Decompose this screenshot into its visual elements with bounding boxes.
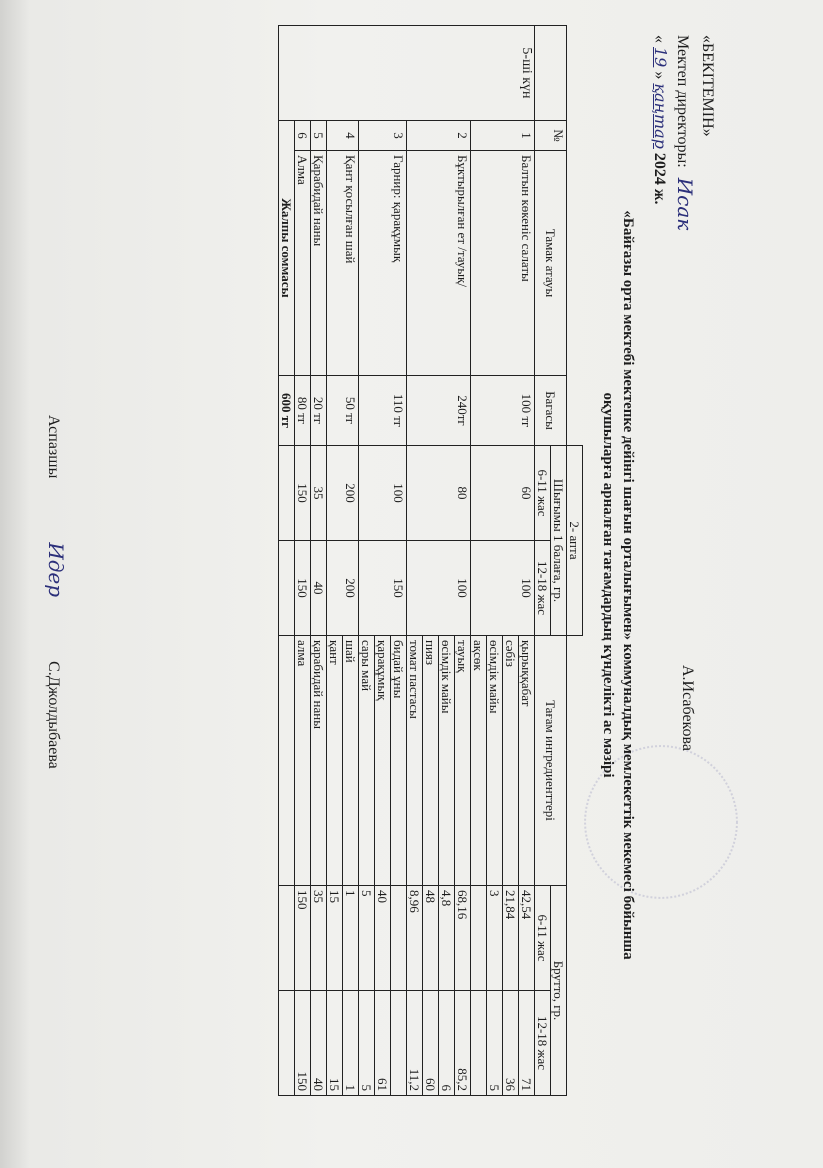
brutto-12-18: 15 <box>327 991 343 1096</box>
brutto-12-18: 61 <box>375 991 391 1096</box>
director-line <box>671 35 696 230</box>
director-label: Мектеп директоры: <box>674 35 691 168</box>
brutto-12-18: 11,2 <box>407 991 423 1096</box>
brutto-12-18: 150 <box>295 991 311 1096</box>
dish-name: Қант қосылған шай <box>327 151 359 376</box>
week-label: 2- апта <box>567 446 583 636</box>
menu-table <box>278 25 583 1096</box>
heading-line-2: оқушыларға арналған тағамдардың күнделікті ас мәзірі <box>600 392 616 778</box>
day-label: 5-ші күн <box>279 26 535 121</box>
brutto-6-11: 4,8 <box>439 886 455 991</box>
dish-price: 100 тг <box>471 376 535 446</box>
brutto-12-18: 60 <box>423 991 439 1096</box>
ingredient-name: бидай ұны <box>391 636 407 886</box>
day-label-cell <box>535 26 567 121</box>
cook-signature: Идер <box>44 542 68 598</box>
menu-body <box>279 26 535 1096</box>
brutto-6-11: 3 <box>487 886 503 991</box>
brutto-12-18: 5 <box>487 991 503 1096</box>
brutto-12-18: 1 <box>343 991 359 1096</box>
ingredient-name: тауық <box>455 636 471 886</box>
cook-label: Аспазшы <box>45 415 62 479</box>
output-12-18: 100 <box>471 541 535 636</box>
dish-name: Гарнир: қарақұмық <box>359 151 407 376</box>
row-num: 6 <box>295 121 311 151</box>
output-12-18: 200 <box>327 541 359 636</box>
rotated-document <box>0 25 718 1125</box>
dish-name: Қарабидай наны <box>311 151 327 376</box>
brutto-12-18: 85,2 <box>455 991 471 1096</box>
brutto-12-18: 71 <box>519 991 535 1096</box>
total-value: 600 тг <box>279 376 295 446</box>
row-num: 4 <box>327 121 359 151</box>
date-quote-close: » <box>651 71 668 80</box>
brutto-6-11: 35 <box>311 886 327 991</box>
brutto-6-11: 1 <box>343 886 359 991</box>
table-row <box>311 26 327 1096</box>
date-month: қаңтар <box>651 83 670 149</box>
header-brutto-6-11: 6-11 жас <box>535 886 551 991</box>
ingredient-name: қарақұмық <box>375 636 391 886</box>
total-label: Жалпы соммасы <box>279 121 295 376</box>
dish-name: Бұктырылған ет /тауық/ <box>407 151 471 376</box>
dish-name: Алма <box>295 151 311 376</box>
ingredient-name: пияз <box>423 636 439 886</box>
ingredient-name: қарабидай наны <box>311 636 327 886</box>
header-brutto: Брутто, гр. <box>551 886 567 1096</box>
brutto-6-11: 8,96 <box>407 886 423 991</box>
output-12-18: 150 <box>359 541 407 636</box>
ingredient-name: томат пастасы <box>407 636 423 886</box>
brutto-6-11: 15 <box>327 886 343 991</box>
table-row <box>391 26 407 1096</box>
brutto-12-18 <box>471 991 487 1096</box>
brutto-6-11 <box>471 886 487 991</box>
brutto-12-18 <box>391 991 407 1096</box>
header-brutto-12-18: 12-18 жас <box>535 991 551 1096</box>
ingredient-name: қант <box>327 636 343 886</box>
row-num: 2 <box>407 121 471 151</box>
ingredient-name: шай <box>343 636 359 886</box>
brutto-6-11: 68,16 <box>455 886 471 991</box>
brutto-6-11: 48 <box>423 886 439 991</box>
date-year: 2024 ж. <box>651 152 668 205</box>
document-heading <box>598 105 638 1065</box>
header-name: Тамак атауы <box>535 151 567 376</box>
table-row <box>519 26 535 1096</box>
date-quote-open: « <box>651 35 668 43</box>
output-6-11: 150 <box>295 446 311 541</box>
row-num: 3 <box>359 121 407 151</box>
ingredient-name: өсімдік майы <box>487 636 503 886</box>
approve-word: «БЕКІТЕМІН» <box>699 35 716 137</box>
brutto-6-11: 21,84 <box>503 886 519 991</box>
dish-price: 110 тг <box>359 376 407 446</box>
output-6-11: 80 <box>407 446 471 541</box>
approval-date <box>648 35 671 230</box>
dish-price: 50 тг <box>327 376 359 446</box>
brutto-6-11: 150 <box>295 886 311 991</box>
dish-price: 80 тг <box>295 376 311 446</box>
brutto-12-18: 6 <box>439 991 455 1096</box>
dish-price: 20 тг <box>311 376 327 446</box>
footer-signatures <box>44 415 68 769</box>
ingredient-name: сәбіз <box>503 636 519 886</box>
director-signature: Исак <box>673 177 697 231</box>
header-ingredients: Тағам ингредиенттері <box>535 636 567 886</box>
approval-block <box>648 35 718 230</box>
ingredient-name: ақсөк <box>471 636 487 886</box>
dish-name: Балтын көкеніс салаты <box>471 151 535 376</box>
brutto-6-11 <box>391 886 407 991</box>
dish-price: 240тг <box>407 376 471 446</box>
total-row <box>279 26 295 1096</box>
brutto-12-18: 40 <box>311 991 327 1096</box>
brutto-6-11: 42,54 <box>519 886 535 991</box>
ingredient-name: өсімдік майы <box>439 636 455 886</box>
brutto-6-11: 5 <box>359 886 375 991</box>
ingredient-name: алма <box>295 636 311 886</box>
output-12-18: 100 <box>407 541 471 636</box>
heading-line-1: «Байғазы орта мектебі мектепке дейінгі шағын орталығымен» коммуналдық мемлекеттік мекемесі бойынша <box>620 210 636 960</box>
output-6-11: 100 <box>359 446 407 541</box>
output-6-11: 35 <box>311 446 327 541</box>
table-row <box>343 26 359 1096</box>
date-day: 19 <box>651 47 670 68</box>
table-row <box>455 26 471 1096</box>
header-num: № <box>535 121 567 151</box>
ingredient-name: қырыққабат <box>519 636 535 886</box>
table-row <box>295 26 311 1096</box>
output-12-18: 150 <box>295 541 311 636</box>
director-name: А.Исабекова <box>679 665 696 751</box>
header-output: Шығымы 1 балаға, гр. <box>551 446 567 636</box>
header-price: Багасы <box>535 376 567 446</box>
output-12-18: 40 <box>311 541 327 636</box>
brutto-12-18: 5 <box>359 991 375 1096</box>
brutto-6-11: 40 <box>375 886 391 991</box>
ingredient-name: сары май <box>359 636 375 886</box>
output-6-11: 200 <box>327 446 359 541</box>
header-age-6-11: 6-11 жас <box>535 446 551 541</box>
row-num: 5 <box>311 121 327 151</box>
row-num: 1 <box>471 121 535 151</box>
cook-name: С.Джолдыбаева <box>45 661 62 769</box>
brutto-12-18: 36 <box>503 991 519 1096</box>
output-6-11: 60 <box>471 446 535 541</box>
header-age-12-18: 12-18 жас <box>535 541 551 636</box>
